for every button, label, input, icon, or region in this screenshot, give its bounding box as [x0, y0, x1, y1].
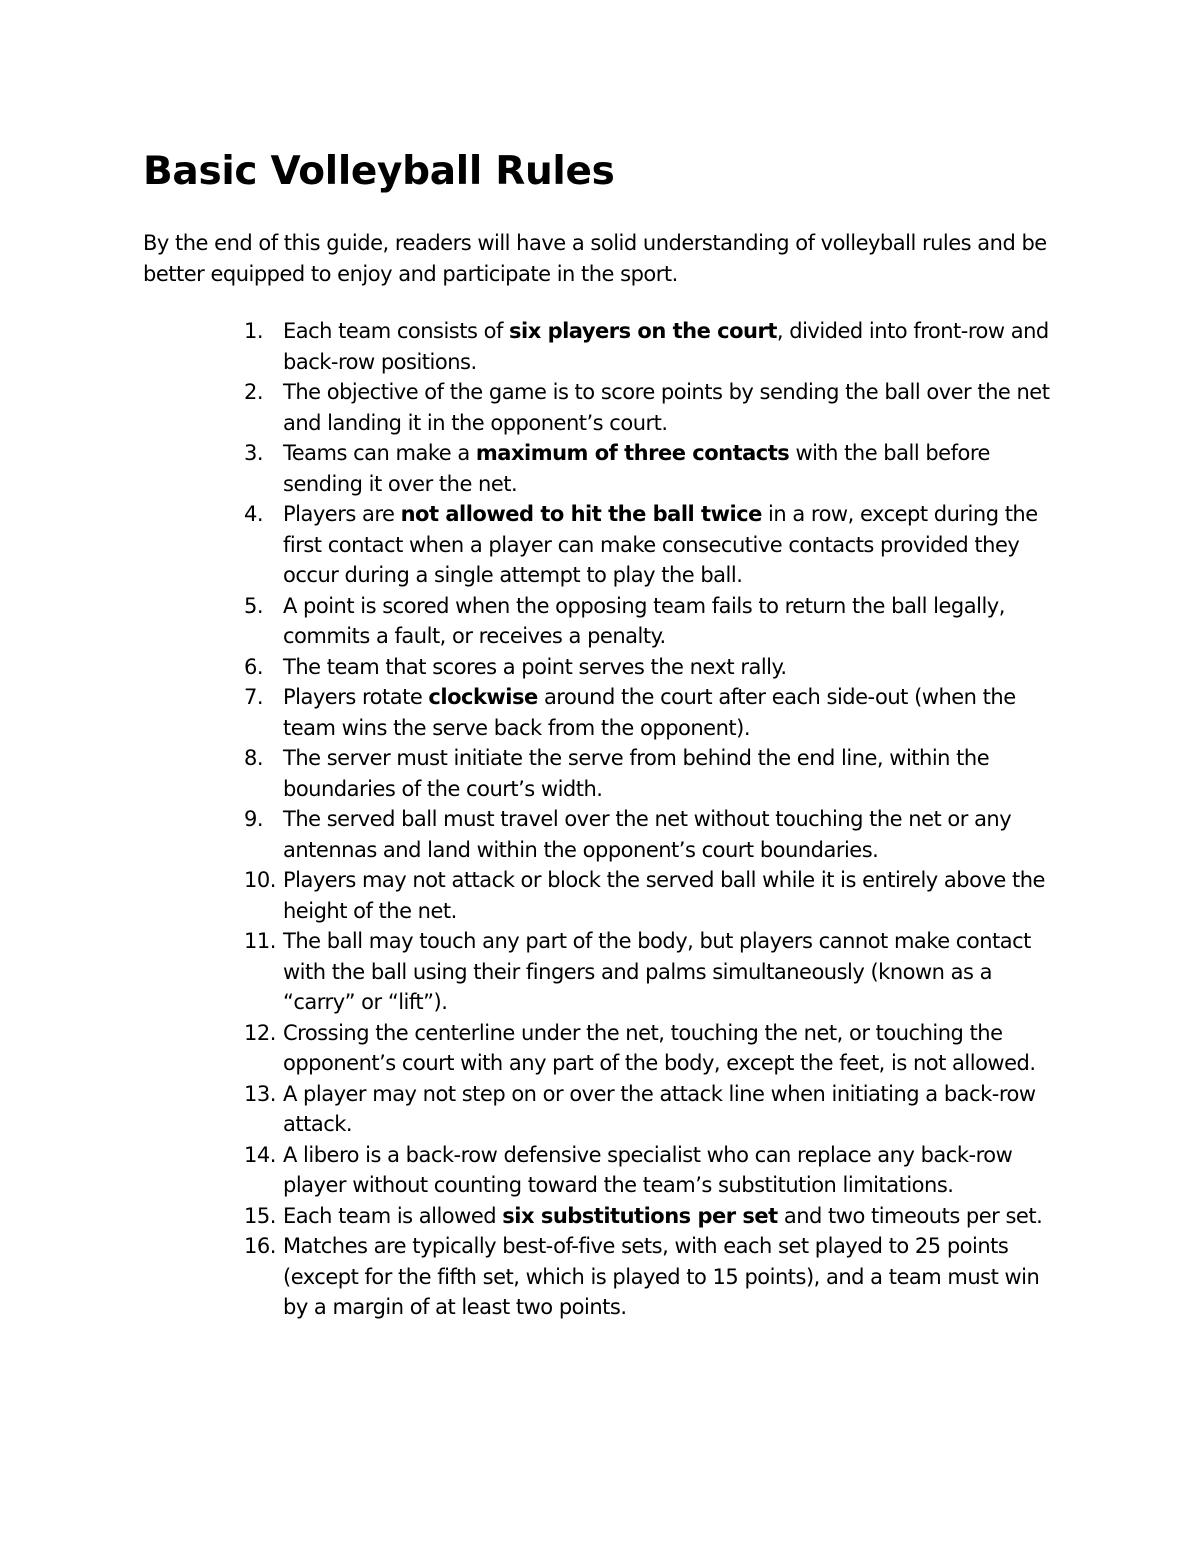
- rule-number: 8.: [244, 746, 264, 770]
- rules-list: [244, 316, 1069, 1323]
- rule-number: 6.: [244, 654, 264, 679]
- rule-text: [283, 1079, 1069, 1140]
- rule-text: [283, 804, 1069, 865]
- rule-number: 15.: [244, 1203, 276, 1228]
- rule-text-plain: Each team consists of: [283, 319, 510, 343]
- rule-item: [244, 377, 1069, 438]
- rule-text: [283, 865, 1069, 926]
- rule-item: [244, 438, 1069, 499]
- rule-number: 1.: [244, 319, 264, 343]
- rule-number: 13.: [244, 1081, 276, 1106]
- rule-number: 10.: [244, 868, 276, 892]
- rule-number: 4.: [244, 502, 264, 526]
- rule-text-plain: and two timeouts per set.: [777, 1203, 1043, 1228]
- rule-text-plain: Crossing the centerline under the net, touching the net, or touching the opponent’s court with any part of the body, except the feet, is not allowed.: [283, 1020, 1036, 1075]
- rule-text: [283, 591, 1069, 652]
- rule-item: [244, 1201, 1069, 1232]
- rule-text-plain: A point is scored when the opposing team fails to return the ball legally, commits a fault, or receives a penalty.: [283, 593, 1005, 648]
- rule-text: [283, 652, 1069, 683]
- rule-text-plain: Matches are typically best-of-five sets, with each set played to 25 points (except for the fifth set, which is played to 15 points), and a team must win by a margin of at least two points.: [283, 1234, 1040, 1319]
- rule-number: 11.: [244, 929, 276, 953]
- rule-text: [283, 1201, 1069, 1232]
- rule-text-plain: Teams can make a: [283, 441, 476, 465]
- rule-item: [244, 682, 1069, 743]
- rule-text-plain: in a row, except during the first contact when a player can make consecutive contacts provided they occur during a single attempt to play the ball.: [283, 502, 1038, 587]
- rule-number: 7.: [244, 685, 264, 709]
- rule-text-emphasis: six substitutions per set: [502, 1203, 778, 1228]
- rule-text: [283, 926, 1069, 1018]
- rule-text-plain: The team that scores a point serves the next rally.: [283, 654, 787, 679]
- rule-item: [244, 591, 1069, 652]
- rule-number: 2.: [244, 380, 264, 404]
- rule-text-plain: A player may not step on or over the attack line when initiating a back-row attack.: [283, 1081, 1036, 1136]
- rule-text: [283, 377, 1069, 438]
- rule-item: [244, 1018, 1069, 1079]
- rule-text-plain: The objective of the game is to score points by sending the ball over the net and landing it in the opponent’s court.: [283, 380, 1050, 435]
- rule-number: 5.: [244, 593, 264, 618]
- rule-item: [244, 804, 1069, 865]
- rule-item: [244, 865, 1069, 926]
- rule-item: [244, 743, 1069, 804]
- rule-text-emphasis: not allowed to hit the ball twice: [400, 502, 762, 526]
- rule-text: [283, 1231, 1069, 1323]
- rule-item: [244, 1140, 1069, 1201]
- rule-item: [244, 316, 1069, 377]
- rule-item: [244, 652, 1069, 683]
- rule-text: [283, 682, 1069, 743]
- rule-text: [283, 438, 1069, 499]
- rule-item: [244, 499, 1069, 591]
- rule-text-emphasis: six players on the court: [509, 319, 777, 343]
- rule-number: 16.: [244, 1234, 276, 1258]
- rule-number: 3.: [244, 441, 264, 465]
- rule-item: [244, 926, 1069, 1018]
- rule-text-plain: The ball may touch any part of the body, but players cannot make contact with the ball using their fingers and palms simultaneously (known as a “carry” or “lift”).: [283, 929, 1031, 1014]
- rule-text-plain: Each team is allowed: [283, 1203, 503, 1228]
- rule-text: [283, 1140, 1069, 1201]
- rule-text-plain: Players are: [283, 502, 401, 526]
- rule-text: [283, 316, 1069, 377]
- rule-text-plain: A libero is a back-row defensive specialist who can replace any back-row player without counting toward the team’s substitution limitations.: [283, 1142, 1013, 1197]
- rule-item: [244, 1079, 1069, 1140]
- rule-text-plain: Players rotate: [283, 685, 429, 709]
- document-title: Basic Volleyball Rules: [143, 149, 615, 194]
- rule-text: [283, 499, 1069, 591]
- rule-text: [283, 1018, 1069, 1079]
- rule-number: 14.: [244, 1142, 276, 1167]
- rule-text-emphasis: maximum of three contacts: [475, 441, 790, 465]
- rule-number: 9.: [244, 807, 264, 831]
- rule-text-plain: Players may not attack or block the served ball while it is entirely above the height of the net.: [283, 868, 1045, 923]
- rule-text-plain: with the ball before sending it over the net.: [283, 441, 990, 496]
- rule-text-plain: around the court after each side-out (when the team wins the serve back from the opponent).: [283, 685, 1016, 740]
- intro-paragraph: By the end of this guide, readers will have a solid understanding of volleyball rules and be better equipped to enjoy and participate in the sport.: [143, 231, 1047, 286]
- rule-text-plain: The server must initiate the serve from behind the end line, within the boundaries of the court’s width.: [283, 746, 990, 801]
- rule-text-plain: , divided into front-row and back-row positions.: [283, 319, 1049, 374]
- rule-text: [283, 743, 1069, 804]
- rule-item: [244, 1231, 1069, 1323]
- rule-text-plain: The served ball must travel over the net without touching the net or any antennas and land within the opponent’s court boundaries.: [283, 807, 1012, 862]
- rule-number: 12.: [244, 1020, 276, 1045]
- rule-text-emphasis: clockwise: [428, 685, 538, 709]
